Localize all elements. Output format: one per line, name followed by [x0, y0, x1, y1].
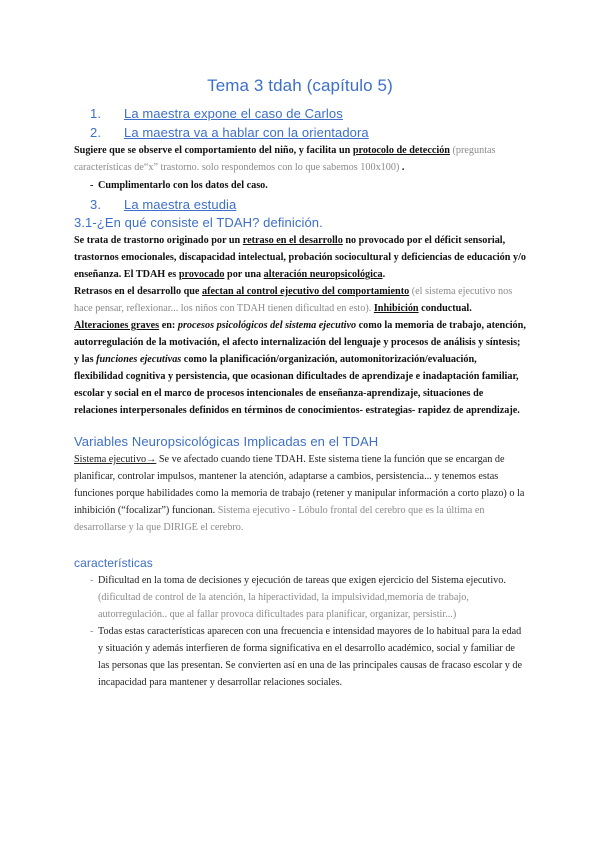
- text-run: en:: [159, 320, 178, 331]
- text-run: Dificultad en la toma de decisiones y ejecución de tareas que exigen ejercicio del Sistema ejecutivo.: [98, 575, 506, 586]
- text-run: .: [382, 269, 386, 280]
- text-run: protocolo de detección: [352, 145, 450, 156]
- text-run: no provocado por el déficit sensorial, trastornos emocionales, discapacidad intelectual, probación sociocultural y deficiencias de educación y/o enseñanza. El TDAH es: [74, 235, 527, 280]
- step-3: [74, 195, 526, 214]
- text-run: Sistema ejecutivo→: [74, 454, 157, 465]
- step-number: 3.: [90, 197, 102, 212]
- text-run: provocado: [178, 269, 225, 280]
- text-run: (preguntas características de“x” trastorno. solo respondemos con lo que sabemos 100x100): [74, 145, 496, 173]
- text-run: Sugiere que se observe el comportamiento del niño, y facilita un: [74, 145, 353, 156]
- text-run: afectan al control ejecutivo del comportamiento: [202, 286, 410, 297]
- bullet-text: Cumplimentarlo con los datos del caso.: [98, 180, 268, 191]
- text-run: Sistema ejecutivo - Lóbulo frontal del cerebro que es la última en desarrollarse y la que DIRIGE el cerebro.: [74, 505, 485, 533]
- text-run: Inhibición: [373, 303, 419, 314]
- text-run: como la planificación/organización, automonitorización/evaluación, flexibilidad cognitiva y persistencia, que ocasionan dificultades de aprendizaje e inadaptación familiar, escolar y social en el marco de procesos intencionales de enseñanza-aprendizaje, situaciones de relaciones interpersonales definidos en términos de conocimientos- estrategias- rapidez de aprendizaje.: [74, 354, 520, 416]
- page-title: Tema 3 tdah (capítulo 5): [207, 76, 393, 95]
- step-text: La maestra expone el caso de Carlos: [124, 106, 343, 121]
- list-item-text: [98, 572, 526, 623]
- step-number: 1.: [90, 106, 102, 121]
- text-run: (dificultad de control de la atención, la hiperactividad, la impulsividad,memoria de trabajo, autorregulación.. que al fallar provoca dificultades para planificar, organizar, persistir...): [98, 592, 469, 620]
- alteraciones-paragraph: [74, 317, 526, 419]
- text-run: alteración neuropsicológica: [263, 269, 383, 280]
- step-text: La maestra estudia: [124, 197, 237, 212]
- definition-paragraph: [74, 232, 526, 283]
- text-run: Retrasos en el desarrollo que: [74, 286, 202, 297]
- section-heading-caracteristicas: características: [74, 556, 153, 570]
- text-run: (el sistema ejecutivo nos hace pensar, reflexionar... los niños con TDAH tienen dificultad en esto).: [74, 286, 513, 314]
- text-run: .: [399, 162, 405, 173]
- step-2: [74, 123, 526, 142]
- step-text: La maestra va a hablar con la orientadora: [124, 125, 369, 140]
- text-run: retraso en el desarrollo: [242, 235, 343, 246]
- text-run: como la memoria de trabajo, atención, autorregulación de la motivación, el afecto internalización del lenguaje y procesos de análisis y síntesis; y las: [74, 320, 526, 365]
- bullet-dash: -: [90, 626, 94, 637]
- text-run: Se trata de trastorno originado por un: [74, 235, 243, 246]
- section-heading-variables: Variables Neuropsicológicas Implicadas en el TDAH: [74, 434, 379, 449]
- text-run: conductual.: [418, 303, 472, 314]
- step-1: [74, 104, 526, 123]
- text-run: Alteraciones graves: [74, 320, 160, 331]
- retrasos-paragraph: [74, 283, 526, 317]
- text-run: procesos psicológicos del sistema ejecutivo: [177, 320, 357, 331]
- bullet-item: [74, 177, 526, 194]
- list-item: [74, 623, 526, 691]
- text-run: funciones ejecutivas: [96, 354, 182, 365]
- list-item: [74, 572, 526, 623]
- bullet-dash: -: [90, 575, 94, 586]
- text-run: por una: [224, 269, 264, 280]
- section-heading-definition: 3.1-¿En qué consiste el TDAH? definición.: [74, 215, 323, 230]
- protocol-paragraph: [74, 142, 526, 176]
- text-run: Se ve afectado cuando tiene TDAH. Este sistema tiene la función que se encargan de planificar, controlar impulsos, mantener la atención, adaptarse a cambios, persistencia... y tenemos estas funciones porque habilidades como la memoria de trabajo (retener y manipular información a corto plazo) o la inhibición (“focalizar”) funcionan.: [74, 454, 525, 516]
- bullet-dash: -: [90, 180, 94, 191]
- step-number: 2.: [90, 125, 102, 140]
- list-item-text: Todas estas características aparecen con una frecuencia e intensidad mayores de lo habitual para la edad y situación y además interfieren de forma significativa en el desarrollo académico, social y familiar de las personas que las presentan. Se convierten así en una de las principales causas de fracaso escolar y de incapacidad para mantener y desarrollar relaciones sociales.: [98, 626, 523, 688]
- sistema-paragraph: [74, 451, 526, 536]
